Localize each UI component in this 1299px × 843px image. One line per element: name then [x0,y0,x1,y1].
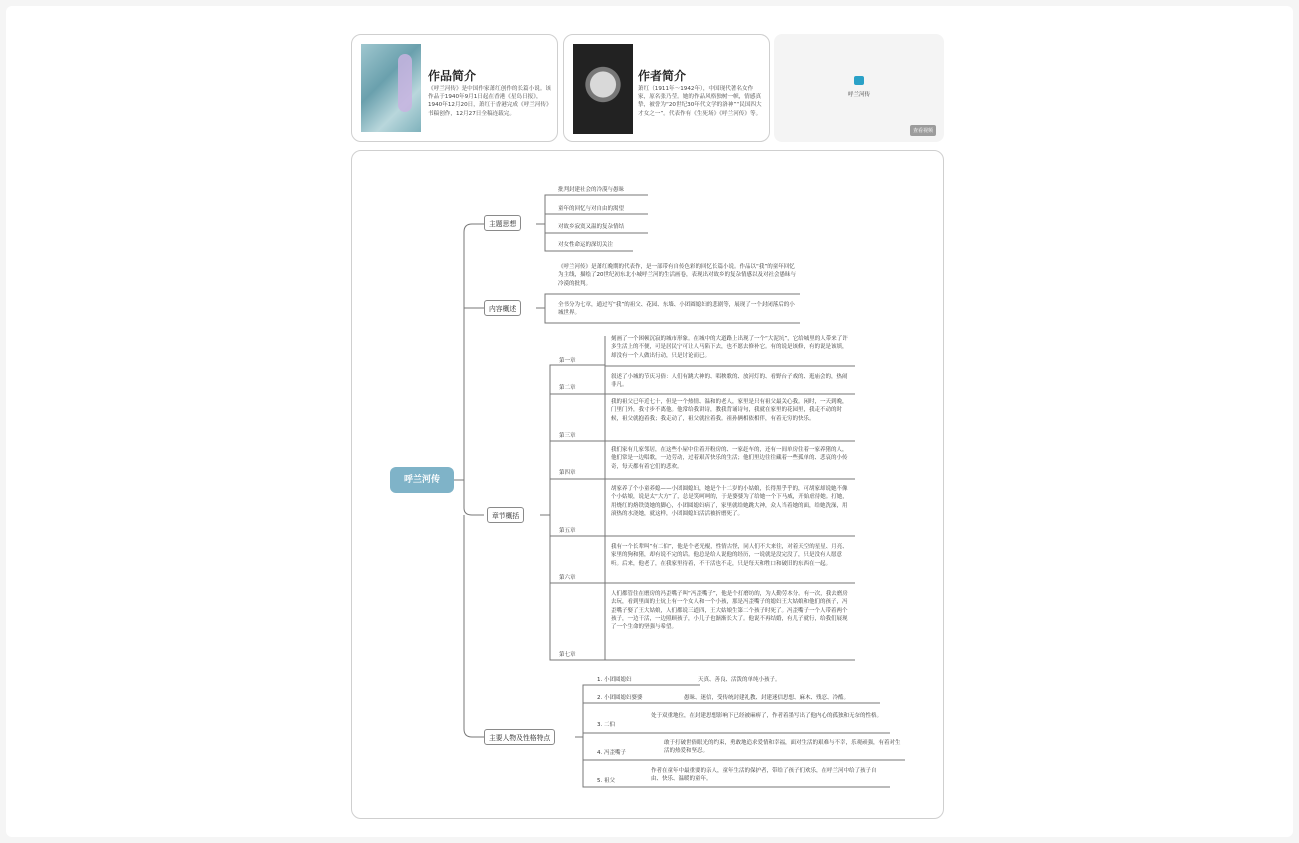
character-name: 3. 二伯 [597,722,615,728]
view-video-button[interactable]: 查看视频 [910,125,936,136]
branch-chapters[interactable]: 章节概括 [487,507,524,523]
branch-theme[interactable]: 主题思想 [484,215,521,231]
chapter-text: 刻画了一个困顿沉寂的城市形象。在城中的大道路上出现了一个“大泥坑”，它给城里的人带来了许多生活上的不便，可是居民宁可让人马陷下去，也不愿去修补它。有的说是该修，有的说是该填，却没有一个人做出行动，只是讨论而已。 [611,336,848,359]
theme-item: 批判封建社会的冷漠与愚昧 [558,187,625,193]
author-intro-text: 萧红（1911年～1942年），中国现代著名女作家，原名张乃莹。她的作品风格独树一帜，情感真挚，被誉为“20世纪30年代文学的洛神”“民国四大才女之一”。代表作有《生死场》《呼兰河传》等。 [638,86,762,117]
character-name: 1. 小团圆媳妇 [597,677,632,683]
chapter-text: 胡家养了个小童养媳——小团圆媳妇，她是个十二岁的小姑娘，长得黑乎乎的，可胡家却说她不像个小姑娘，说是太“大方”了，总是笑呵呵的，于是婆婆为了给她一个下马威，开始虐待她。打她，用烧红的烙铁烫她的脚心，小团圆媳妇病了，家里就给她跳大神，众人当着她的面，给她洗澡，用滚热的水浇她，就这样，小团圆媳妇活活被折磨死了。 [611,486,848,517]
character-trait: 作者在童年中最重要的亲人，童年生活的保护者，带给了孩子们欢乐，在呼兰河中给了孩子自由、快乐、温暖的童年。 [651,768,877,783]
mindmap-root-node[interactable]: 呼兰河传 [390,467,454,493]
character-trait: 处于双重地位，在封建思想影响下已经被麻痹了，作者着墨写出了他内心的孤独和无奈的性格。 [651,713,883,719]
chapter-name: 第七章 [559,652,576,658]
work-intro-title: 作品简介 [428,69,477,83]
summary-item: 《呼兰河传》是萧红晚期的代表作，是一部带有自传色彩的回忆长篇小说。作品以“我”的童年回忆为主线，描绘了20世纪初东北小城呼兰河的生活画卷，表现出对故乡的复杂情感以及对社会愚昧与冷漠的批判。 [558,264,796,287]
character-trait: 愚昧、迷信，受传统封建礼教、封建迷信思想、麻木、残忍、冷酷。 [684,695,850,701]
theme-item: 对女性命运的深切关注 [558,242,614,248]
chapter-name: 第二章 [559,385,576,391]
branch-summary[interactable]: 内容概述 [484,300,521,316]
branch-characters[interactable]: 主要人物及性格特点 [484,729,555,745]
chapter-text: 我的祖父已年近七十，但是一个热情、温和的老人，家里是只有祖父最关心我。闲时，一天到晚，门里门外，我寸步不离他。他常给我讲诗，教我背诵诗句，我就在家里的花园里，我走不动的时候，祖父就抱着我；我走动了，祖父就拉着我。祖孙俩相依相伴，有着无穷的快乐。 [611,399,848,422]
chapter-name: 第一章 [559,358,576,364]
character-trait: 敢于打破世俗眼光的约束，勇敢地追求爱情和幸福，面对生活的艰难与不幸，乐观顽强，有着对生活的热爱和坚忍。 [664,740,901,755]
chapter-name: 第五章 [559,528,576,534]
chapter-name: 第四章 [559,470,576,476]
connector-summary [464,300,484,308]
character-name: 2. 小团圆媳妇婆婆 [597,695,643,701]
chapter-text: 我们家有几家邻居，在这些小屋中住着开粉房的、一家赶车的，还有一间单房住着一家养猪的人，他们常是一边唱歌，一边劳动，过着艰苦快乐的生活；他们里边往往藏着一些孤单的、悲哀的小传奇，每天都有着它们的悲欢。 [611,447,848,470]
video-tile-label: 呼兰河传 [847,92,870,98]
character-name: 5. 祖父 [597,778,615,784]
theme-item: 童年的回忆与对自由的渴望 [558,206,625,212]
connector-theme [454,224,484,480]
chapter-name: 第三章 [559,433,576,439]
summary-item: 全书分为七章，通过写“我”的祖父、花园、东墙、小团圆媳妇的悲剧等，展现了一个封闭落后的小城世界。 [558,302,795,317]
character-name: 4. 冯歪嘴子 [597,750,626,756]
chapter-name: 第六章 [559,575,576,581]
theme-item: 对故乡寂寞又温的复杂情结 [558,224,625,230]
author-intro-title: 作者简介 [638,69,687,83]
chapter-text: 叙述了小城的节庆习俗：人们有跳大神的、唱秧歌的、放河灯的、看野台子戏的、逛庙会的，热闹非凡。 [611,374,848,389]
chapter-text: 人们都管住在磨房的冯歪嘴子叫“冯歪嘴子”，他是个打磨坊的，为人勤劳本分。有一次，我去磨房去玩，看到里面的土炕上有一个女人和一个小孩，那是冯歪嘴子的媳妇王大姑娘和他们的孩子，冯歪嘴子娶了王大姑娘，人们都说三道四，王大姑娘生第二个孩子时死了。冯歪嘴子一个人带着两个孩子，一边干活，一边照顾孩子，小儿子也渐渐长大了。他说不再结婚，有儿子就行，给我们展现了一个生命的坚强与希望。 [611,591,848,631]
work-intro-text: 《呼兰河传》是中国作家萧红创作的长篇小说。该作品于1940年9月1日起在香港《星岛日报》，1940年12月20日，萧红于香港完成《呼兰河传》书稿创作，12月27日全稿连载完。 [428,86,552,117]
connector-characters [464,515,484,737]
connector-chapters [464,480,484,515]
chapter-text: 我有一个长辈叫“有二伯”，他是个老光棍，性情古怪，同人们不大来往，对着天空的星星、月亮、家里的狗和猪，却有说不完的话。他总是给人说他的经历，一说就是没完没了，只是没有人愿意听。后来，他老了，在我家里待着，不干活也不走，只是每天和牲口和破旧的东西在一起。 [611,544,848,567]
character-trait: 天真、善良、活泼的单纯小孩子。 [698,677,781,683]
